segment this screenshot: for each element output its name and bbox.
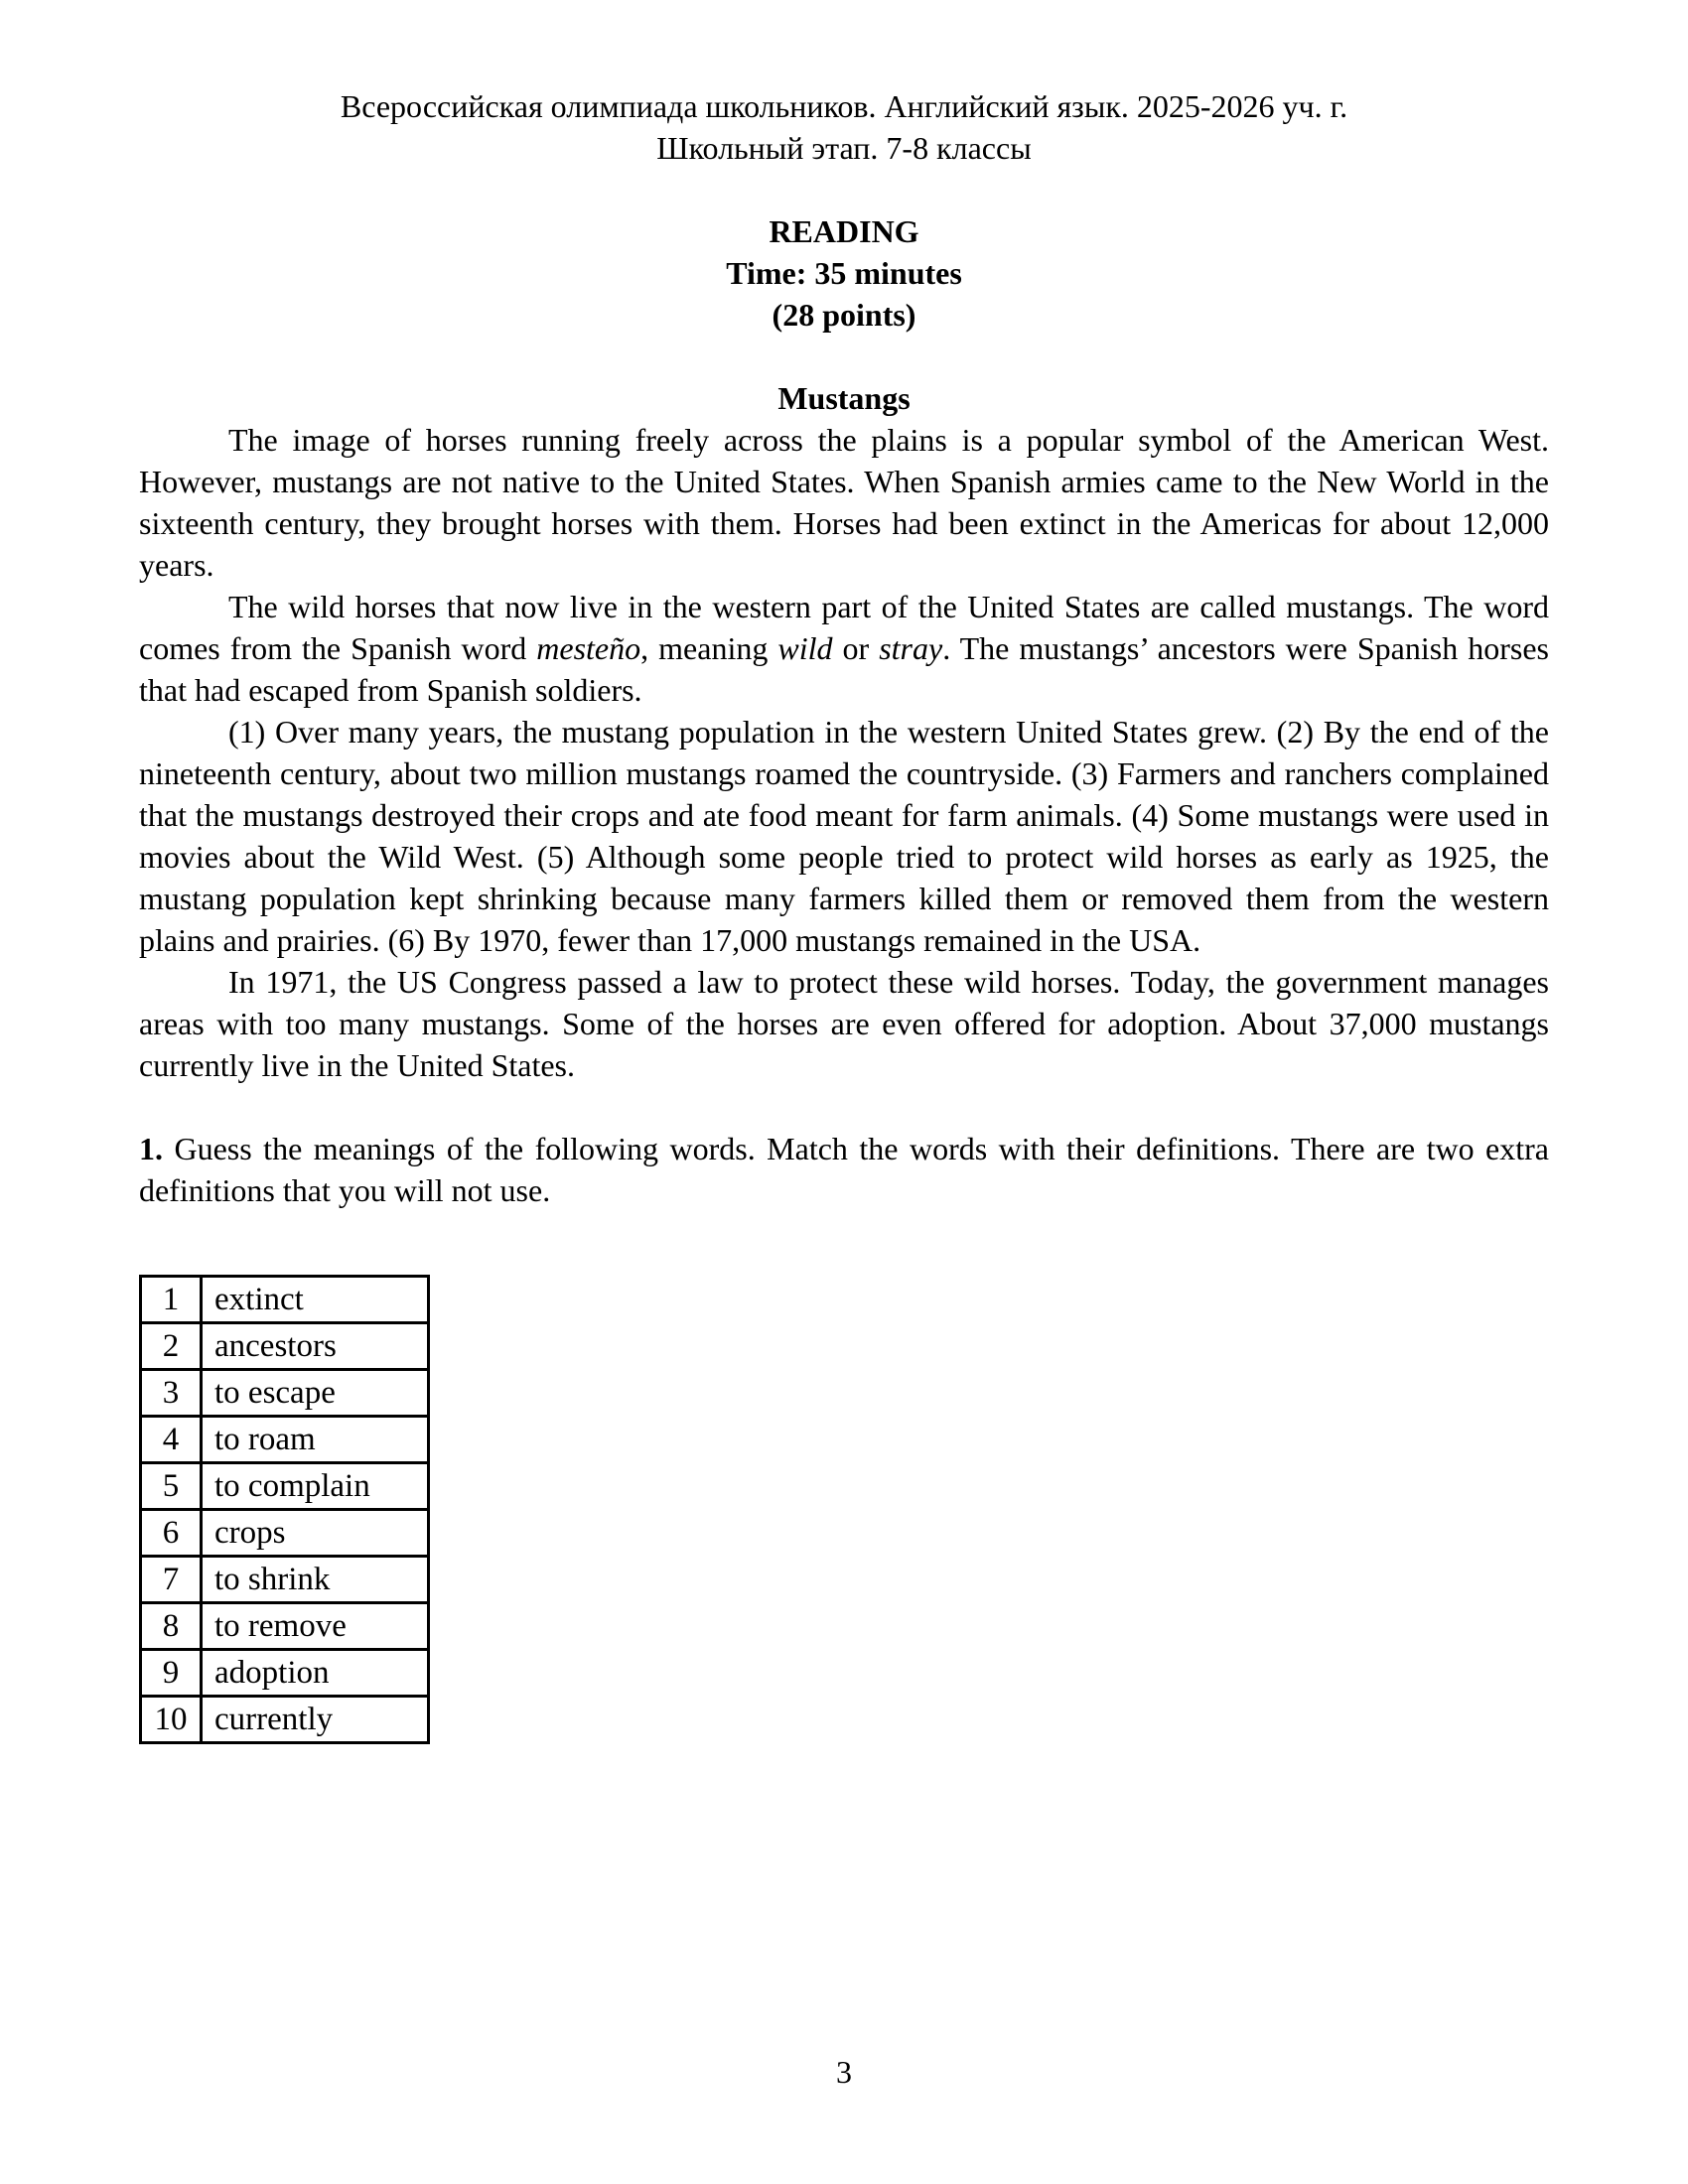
word-cell: to remove xyxy=(202,1603,429,1650)
task-1-text: Guess the meanings of the following words. Match the words with their definitions. There are two extra definitions that you will not use. xyxy=(139,1131,1549,1208)
page-number: 3 xyxy=(836,2054,852,2090)
row-number-cell: 3 xyxy=(141,1370,202,1417)
row-number-cell: 4 xyxy=(141,1417,202,1463)
table-row xyxy=(141,1603,429,1650)
word-cell: to escape xyxy=(202,1370,429,1417)
row-number-cell: 7 xyxy=(141,1557,202,1603)
table-row xyxy=(141,1370,429,1417)
table-row xyxy=(141,1463,429,1510)
table-row xyxy=(141,1323,429,1370)
word-cell: currently xyxy=(202,1697,429,1743)
task-1-number: 1. xyxy=(139,1131,163,1166)
table-row xyxy=(141,1417,429,1463)
paragraph-2-text: or xyxy=(832,630,880,666)
points-total: (28 points) xyxy=(772,297,916,333)
section-title-block xyxy=(139,210,1549,336)
paragraph-2-text: , meaning xyxy=(640,630,778,666)
row-number-cell: 2 xyxy=(141,1323,202,1370)
header-line-2: Школьный этап. 7-8 классы xyxy=(656,130,1032,166)
word-cell: crops xyxy=(202,1510,429,1557)
table-row xyxy=(141,1510,429,1557)
time-limit: Time: 35 minutes xyxy=(726,255,962,291)
word-cell: to roam xyxy=(202,1417,429,1463)
section-title: READING xyxy=(769,213,919,249)
word-cell: extinct xyxy=(202,1277,429,1323)
header-line-1: Всероссийская олимпиада школьников. Английский язык. 2025-2026 уч. г. xyxy=(340,88,1348,124)
word-cell: to complain xyxy=(202,1463,429,1510)
word-cell: to shrink xyxy=(202,1557,429,1603)
task-1-instruction xyxy=(139,1128,1549,1211)
row-number-cell: 5 xyxy=(141,1463,202,1510)
row-number-cell: 8 xyxy=(141,1603,202,1650)
paragraph-2-text: The wild horses that now live in the western part of the United States are called mustangs. The word comes from the Spanish word xyxy=(139,589,1549,666)
italic-term-mesteno: mesteño xyxy=(536,630,641,666)
passage-paragraph-2 xyxy=(139,586,1549,711)
italic-term-wild: wild xyxy=(777,630,833,666)
passage-paragraph-4: In 1971, the US Congress passed a law to protect these wild horses. Today, the government manages areas with too many mustangs. Some of the horses are even offered for adoption. About 37,000 mustangs currently live in the United States. xyxy=(139,964,1549,1083)
passage-paragraph-1: The image of horses running freely across the plains is a popular symbol of the American West. However, mustangs are not native to the United States. When Spanish armies came to the New World in the sixteenth century, they brought horses with them. Horses had been extinct in the Americas for about 12,000 years. xyxy=(139,422,1549,583)
document-header xyxy=(139,85,1549,169)
reading-passage xyxy=(139,419,1549,1086)
vocabulary-table xyxy=(139,1275,430,1744)
word-cell: ancestors xyxy=(202,1323,429,1370)
passage-paragraph-3: (1) Over many years, the mustang population in the western United States grew. (2) By the end of the nineteenth century, about two million mustangs roamed the countryside. (3) Farmers and ranchers complained that the mustangs destroyed their crops and ate food meant for farm animals. (4) Some mustangs were used in movies about the Wild West. (5) Although some people tried to protect wild horses as early as 1925, the mustang population kept shrinking because many farmers killed them or removed them from the western plains and prairies. (6) By 1970, fewer than 17,000 mustangs remained in the USA. xyxy=(139,714,1549,958)
table-row xyxy=(141,1277,429,1323)
row-number-cell: 6 xyxy=(141,1510,202,1557)
italic-term-stray: stray xyxy=(879,630,943,666)
paragraph-2-text: . The mustangs’ ancestors were Spanish horses that had escaped from Spanish soldiers. xyxy=(139,630,1550,708)
row-number-cell: 10 xyxy=(141,1697,202,1743)
table-row xyxy=(141,1557,429,1603)
word-cell: adoption xyxy=(202,1650,429,1697)
row-number-cell: 1 xyxy=(141,1277,202,1323)
passage-title: Mustangs xyxy=(777,380,911,416)
table-row xyxy=(141,1650,429,1697)
table-row xyxy=(141,1697,429,1743)
row-number-cell: 9 xyxy=(141,1650,202,1697)
